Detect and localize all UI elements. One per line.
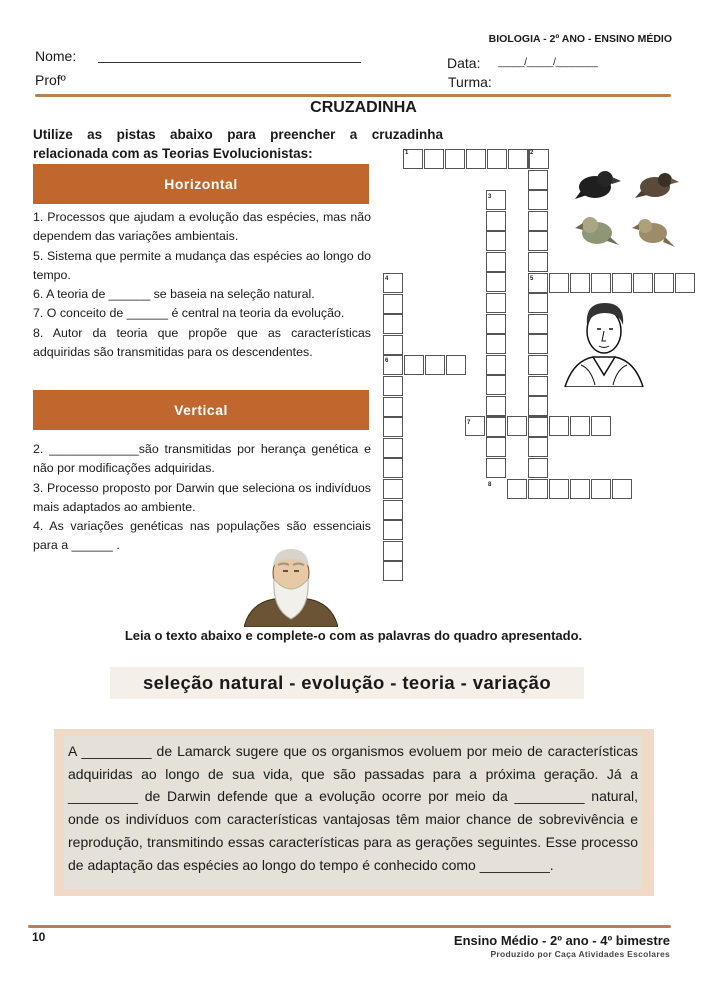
crossword-cell[interactable] [383,335,403,355]
horizontal-clues [33,208,371,362]
crossword-cell[interactable] [675,273,695,293]
header-divider [35,94,671,97]
crossword-cell[interactable] [486,190,506,210]
darwin-illustration [244,545,338,627]
finch-icon [632,219,675,247]
clue-h6: 6. A teoria de ______ se baseia na seleção natural. [33,287,315,302]
page-title: CRUZADINHA [310,99,417,116]
crossword-cell[interactable] [528,314,548,334]
crossword-cell[interactable] [528,231,548,251]
footer-divider [28,925,671,928]
crossword-cell[interactable] [404,355,424,375]
crossword-cell[interactable] [507,479,527,499]
crossword-number-2: 2 [530,150,534,156]
crossword-cell[interactable] [486,417,506,437]
crossword-cell[interactable] [528,479,548,499]
crossword-cell[interactable] [549,479,569,499]
crossword-cell[interactable] [570,479,590,499]
footer-producer: Produzido por Caça Atividades Escolares [490,949,670,959]
crossword-cell[interactable] [528,396,548,416]
crossword-number-7: 7 [467,420,471,426]
crossword-cell[interactable] [486,437,506,457]
crossword-cell[interactable] [570,273,590,293]
crossword-cell[interactable] [383,438,403,458]
crossword-cell[interactable] [466,149,486,169]
crossword-number-4: 4 [385,276,389,282]
footer-level: Ensino Médio - 2º ano - 4º bimestre [453,933,670,948]
crossword-cell[interactable] [383,458,403,478]
clue-h1: 1. Processos que ajudam a evolução das espécies, mas não dependem das variações ambientais. [33,210,371,244]
finch-icon [575,171,621,199]
fill-in-text[interactable]: A _________ de Lamarck sugere que os organismos evoluem por meio de características adquiridas ao longo de sua vida, que são passadas para a próxima geração. Já a _________ de Darwin defende que a evolução ocorre por meio da _________ natural, onde os indivíduos com características vantajosas têm maior chance de sobrevivência e reprodução, transmitindo essas características para as gerações seguintes. Esse processo de adaptação das espécies ao longo do tempo é conhecido como _________. [64,736,642,889]
date-field[interactable]: _____/_____/________ [498,57,598,68]
crossword-cell[interactable] [383,500,403,520]
crossword-number-1: 1 [405,150,409,156]
crossword-cell[interactable] [549,416,569,436]
clue-h7: 7. O conceito de ______ é central na teoria da evolução. [33,306,345,321]
crossword-cell[interactable] [528,458,548,478]
name-field[interactable] [98,62,361,63]
crossword-cell[interactable] [528,293,548,313]
crossword-cell[interactable] [486,396,506,416]
crossword-cell[interactable] [633,273,653,293]
crossword-cell[interactable] [383,314,403,334]
crossword-cell[interactable] [612,479,632,499]
crossword-number-8: 8 [488,482,492,488]
crossword-cell[interactable] [486,334,506,354]
crossword-cell[interactable] [570,416,590,436]
name-label: Nome: [35,48,77,64]
clue-v2: 2. _____________são transmitidas por herança genética e não por modificações adquiridas. [33,442,371,476]
crossword-cell[interactable] [383,397,403,417]
crossword-cell[interactable] [591,273,611,293]
clue-v4: 4. As variações genéticas nas populações são essenciais para a ______ . [33,519,371,553]
crossword-cell[interactable] [591,479,611,499]
crossword-cell[interactable] [528,376,548,396]
horizontal-heading: Horizontal [33,164,369,204]
teacher-label: Profº [35,72,66,88]
vertical-heading: Vertical [33,390,369,430]
crossword-cell[interactable] [445,149,465,169]
subject-header: BIOLOGIA - 2º ANO - ENSINO MÉDIO [488,33,672,45]
crossword-cell[interactable] [486,272,506,292]
crossword-cell[interactable] [486,293,506,313]
crossword-cell[interactable] [486,458,506,478]
crossword-cell[interactable] [383,479,403,499]
crossword-cell[interactable] [424,149,444,169]
crossword-cell[interactable] [591,416,611,436]
crossword-cell[interactable] [383,376,403,396]
finches-illustration [575,165,687,257]
crossword-cell[interactable] [425,355,445,375]
crossword-cell[interactable] [507,416,527,436]
crossword-cell[interactable] [508,149,528,169]
crossword-cell[interactable] [528,170,548,190]
date-label: Data: [447,55,481,71]
crossword-cell[interactable] [486,355,506,375]
class-label: Turma: [448,74,492,90]
crossword-number-3: 3 [488,194,492,200]
crossword-cell[interactable] [486,211,506,231]
page-number: 10 [32,930,46,944]
crossword-cell[interactable] [486,231,506,251]
crossword-cell[interactable] [465,416,485,436]
crossword-cell[interactable] [528,355,548,375]
crossword-cell[interactable] [528,417,548,437]
crossword-cell[interactable] [383,520,403,540]
crossword-cell[interactable] [486,314,506,334]
crossword-cell[interactable] [528,334,548,354]
crossword-cell[interactable] [383,294,403,314]
fill-in-text-box [54,729,654,896]
crossword-cell[interactable] [486,375,506,395]
crossword-cell[interactable] [487,149,507,169]
crossword-cell[interactable] [383,561,403,581]
crossword-cell[interactable] [528,190,548,210]
crossword-number-5: 5 [530,276,534,282]
clue-h8: 8. Autor da teoria que propõe que as características adquiridas são transmitidas para os descendentes. [33,325,371,360]
crossword-cell[interactable] [528,252,548,272]
crossword-cell[interactable] [654,273,674,293]
clue-v3: 3. Processo proposto por Darwin que seleciona os indivíduos mais adaptados ao ambiente. [33,480,371,514]
lamarck-portrait [563,295,645,387]
crossword-cell[interactable] [383,417,403,437]
crossword-cell[interactable] [549,273,569,293]
crossword-cell[interactable] [446,355,466,375]
crossword-cell[interactable] [383,541,403,561]
crossword-number-6: 6 [385,358,389,364]
crossword-cell[interactable] [612,273,632,293]
crossword-cell[interactable] [528,211,548,231]
intro-text: Utilize as pistas abaixo para preencher a cruzadinha relacionada com as Teorias Evolucionistas: [33,127,443,161]
word-bank: seleção natural - evolução - teoria - variação [110,667,584,699]
finch-icon [635,173,679,198]
clue-h5: 5. Sistema que permite a mudança das espécies ao longo do tempo. [33,248,371,282]
reading-instruction: Leia o texto abaixo e complete-o com as palavras do quadro apresentado. [124,628,583,643]
finch-icon [575,217,619,245]
crossword-cell[interactable] [528,437,548,457]
vertical-clues [33,440,371,556]
crossword-cell[interactable] [486,252,506,272]
